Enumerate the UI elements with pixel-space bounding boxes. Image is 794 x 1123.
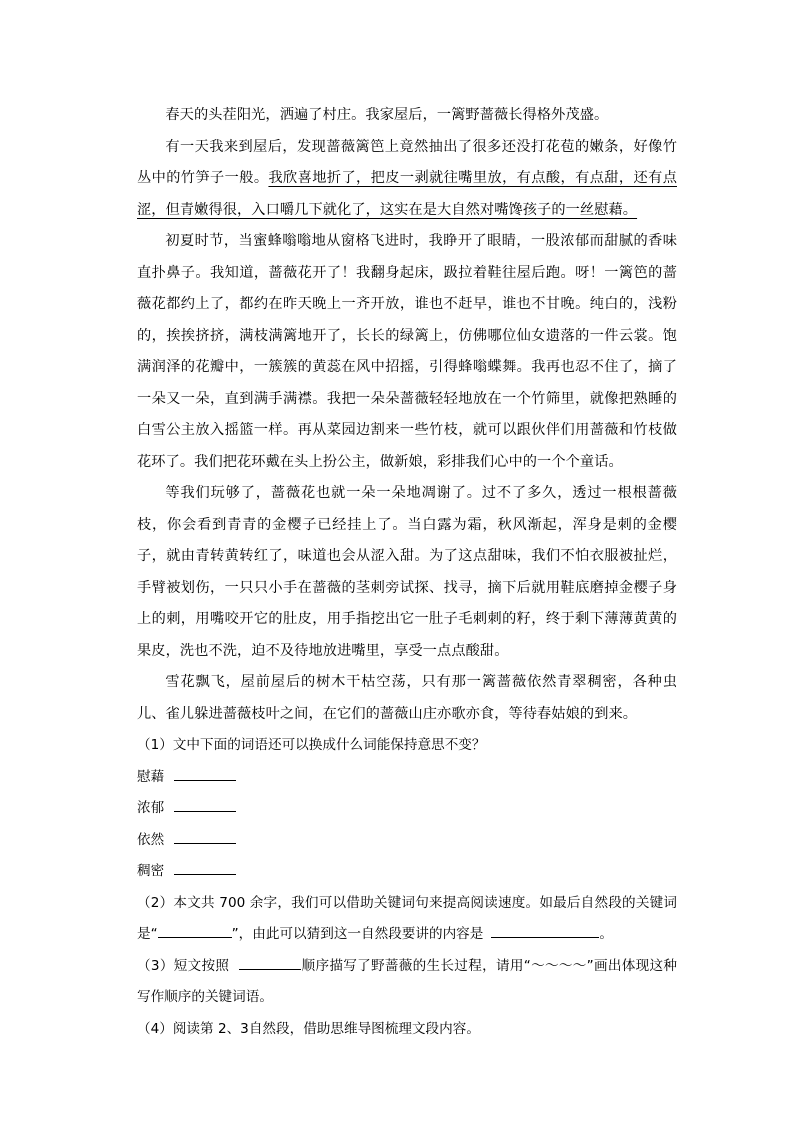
content-blank[interactable]	[491, 923, 599, 938]
document-page	[137, 100, 677, 1045]
word-row-1	[137, 762, 677, 794]
question-3-text-a: （3）短文按照	[137, 957, 230, 974]
word-label: 依然	[137, 831, 165, 848]
question-2-text-a: （2）本文共 700 余字，我们可以借助关键词句来提高阅读速度。如最后自然段的关键词是“	[137, 894, 677, 942]
paragraph-5: 雪花飘飞，屋前屋后的树木干枯空荡，只有那一篱蔷薇依然青翠稠密，各种虫儿、雀儿躲进蔷薇枝叶之间，在它们的蔷薇山庄亦歌亦食，等待春姑娘的到来。	[137, 674, 677, 722]
question-2	[137, 888, 677, 951]
paragraph-2	[137, 132, 677, 227]
question-4: （4）阅读第 2、3自然段，借助思维导图梳理文段内容。	[137, 1020, 480, 1037]
answer-blank[interactable]	[174, 860, 236, 875]
question-3-text-b: 顺序描写了野蔷薇的生长过程，请用“～～～～”画出体现这种写作顺序的关键词语。	[137, 957, 677, 1005]
order-blank[interactable]	[239, 955, 301, 970]
word-label: 浓郁	[137, 800, 165, 816]
paragraph-1: 春天的头茬阳光，洒遍了村庄。我家屋后，一篱野蔷薇长得格外茂盛。	[165, 107, 609, 123]
answer-blank[interactable]	[174, 766, 236, 781]
question-1: （1）文中下面的词语还可以换成什么词能保持意思不变？	[137, 737, 486, 753]
word-row-3	[137, 825, 677, 857]
answer-blank[interactable]	[174, 797, 236, 812]
word-label: 稠密	[137, 863, 165, 879]
paragraph-4: 等我们玩够了，蔷薇花也就一朵一朵地凋谢了。过不了多久，透过一根根蔷薇枝，你会看到青青的金樱子已经挂上了。当白露为霜，秋风渐起，浑身是刺的金樱子，就由青转黄转红了，味道也会从涩入甜。为了这点甜味，我们不怕衣服被扯烂，手臂被划伤，一只只小手在蔷薇的茎刺旁试探、找寻，摘下后就用鞋底磨掉金樱子身上的刺，用嘴咬开它的肚皮，用手指挖出它一肚子毛刺刺的籽，终于剩下薄薄黄黄的果皮，洗也不洗，迫不及待地放进嘴里，享受一点点酸甜。	[137, 485, 677, 659]
word-row-4	[137, 856, 677, 888]
paragraph-3: 初夏时节，当蜜蜂嗡嗡地从窗格飞进时，我睁开了眼睛，一股浓郁而甜腻的香味直扑鼻子。我知道，蔷薇花开了！我翻身起床，趿拉着鞋往屋后跑。呀！一篱笆的蔷薇花都约上了，都约在昨天晚上一齐开放，谁也不赶早，谁也不甘晚。纯白的，浅粉的，挨挨挤挤，满枝满篱地开了，长长的绿篱上，仿佛哪位仙女遗落的一件云裳。饱满润泽的花瓣中，一簇簇的黄蕊在风中招摇，引得蜂嗡蝶舞。我再也忍不住了，摘了一朵又一朵，直到满手满襟。我把一朵朵蔷薇轻轻地放在一个竹筛里，就像把熟睡的白雪公主放入摇篮一样。再从菜园边割来一些竹枝，就可以跟伙伴们用蔷薇和竹枝做花环了。我们把花环戴在头上扮公主，做新娘，彩排我们心中的一个个童话。	[137, 233, 677, 470]
question-3	[137, 951, 677, 1014]
word-label: 慰藉	[137, 768, 165, 785]
keyword-blank[interactable]	[158, 923, 232, 938]
answer-blank[interactable]	[174, 829, 236, 844]
word-row-2	[137, 793, 677, 825]
underlined-sentence: 我欣喜地折了，把皮一剥就往嘴里放，有点酸，有点甜，还有点涩，但青嫩得很，入口嚼几下就化了，这实在是大自然对嘴馋孩子的一丝慰藉。	[137, 170, 677, 218]
question-2-text-c: 。	[599, 926, 613, 942]
question-2-text-b: ”，由此可以猜到这一自然段要讲的内容是	[231, 926, 484, 942]
paragraph-2-text: 有一天我来到屋后，发现蔷薇篱笆上竟然抽出了很多还没打花苞的嫩条，好像竹丛中的竹笋子一般。	[137, 138, 677, 186]
